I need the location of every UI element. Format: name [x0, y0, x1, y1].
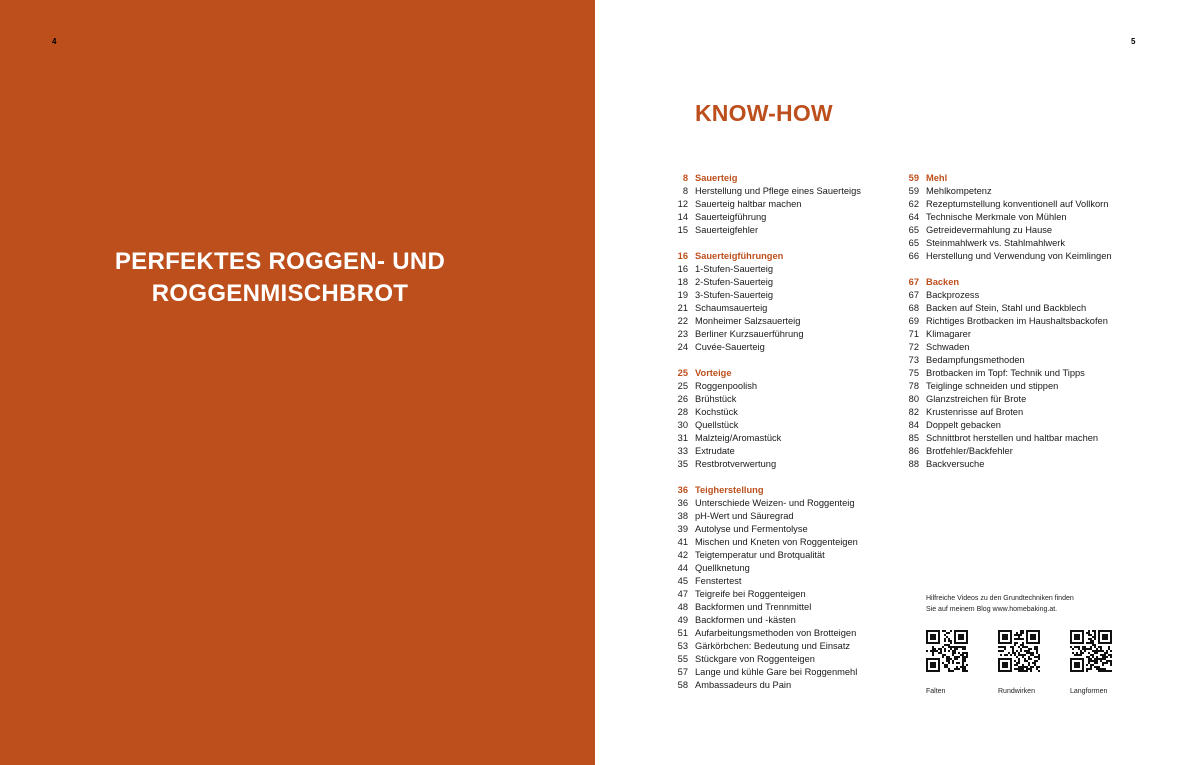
toc-entry [665, 341, 900, 354]
qr-caption-line-2: Sie auf meinem Blog www.homebaking.at. [926, 606, 1058, 613]
toc-entry [896, 406, 1146, 419]
toc-title: Roggenpoolish [695, 381, 758, 391]
toc-page-number: 75 [908, 368, 919, 378]
toc-title: Autolyse und Fermentolyse [695, 524, 808, 534]
toc-page-number: 22 [677, 316, 688, 326]
toc-title: Sauerteig [695, 173, 738, 183]
toc-entry [665, 523, 900, 536]
toc-title: 2-Stufen-Sauerteig [695, 277, 774, 287]
toc-entry [896, 185, 1146, 198]
toc-title: Mehlkompetenz [926, 186, 992, 196]
toc-page-number: 57 [677, 667, 688, 677]
toc-group [665, 484, 900, 692]
toc-title: Schnittbrot herstellen und haltbar machen [926, 433, 1099, 443]
toc-page-number: 23 [677, 329, 688, 339]
toc-page-number: 68 [908, 303, 919, 313]
qr-label: Rundwirken [998, 688, 1035, 695]
qr-label: Falten [926, 688, 946, 695]
toc-entry [896, 380, 1146, 393]
toc-entry [896, 367, 1146, 380]
toc-entry [896, 315, 1146, 328]
toc-group [665, 172, 900, 237]
toc-entry [665, 445, 900, 458]
toc-page-number: 84 [908, 420, 919, 430]
toc-group [665, 250, 900, 354]
toc-title: Herstellung und Pflege eines Sauerteigs [695, 186, 861, 196]
toc-entry [896, 354, 1146, 367]
toc-page-number: 16 [677, 264, 688, 274]
toc-page-number: 64 [908, 212, 919, 222]
toc-entry [896, 237, 1146, 250]
toc-page-number: 19 [677, 290, 688, 300]
toc-page-number: 24 [677, 342, 688, 352]
toc-page-number: 62 [908, 199, 919, 209]
toc-entry [896, 224, 1146, 237]
toc-title: Fenstertest [695, 576, 742, 586]
toc-title: Mehl [926, 173, 948, 183]
toc-entry [896, 211, 1146, 224]
toc-page-number: 42 [677, 550, 688, 560]
toc-entry [665, 588, 900, 601]
toc-page-number: 8 [682, 186, 688, 196]
toc-title: Getreidevermahlung zu Hause [926, 225, 1053, 235]
toc-title: Technische Merkmale von Mühlen [926, 212, 1067, 222]
toc-title: Brühstück [695, 394, 737, 404]
qr-code-icon [926, 630, 968, 672]
chapter-title [0, 246, 560, 310]
toc-page-number: 30 [677, 420, 688, 430]
toc-entry [896, 393, 1146, 406]
toc-title: Quellstück [695, 420, 739, 430]
toc-entry [896, 445, 1146, 458]
toc-entry [665, 276, 900, 289]
toc-title: Sauerteigführungen [695, 251, 784, 261]
toc-page-number: 45 [677, 576, 688, 586]
toc-entry [665, 224, 900, 237]
toc-group-heading [896, 276, 1146, 289]
toc-page-number: 25 [677, 381, 688, 391]
toc-group-heading [665, 250, 900, 263]
toc-title: Restbrotverwertung [695, 459, 777, 469]
toc-title: Backformen und Trennmittel [695, 602, 812, 612]
toc-entry [665, 614, 900, 627]
page-number-right: 5 [1131, 37, 1136, 46]
toc-page-number: 66 [908, 251, 919, 261]
toc-entry [896, 302, 1146, 315]
toc-entry [896, 328, 1146, 341]
toc-page-number: 49 [677, 615, 688, 625]
toc-entry [665, 536, 900, 549]
toc-title: Herstellung und Verwendung von Keimlingen [926, 251, 1112, 261]
toc-page-number: 33 [677, 446, 688, 456]
toc-page-number: 16 [677, 251, 688, 261]
toc-entry [665, 263, 900, 276]
toc-title: Krustenrisse auf Broten [926, 407, 1024, 417]
toc-title: Lange und kühle Gare bei Roggenmehl [695, 667, 858, 677]
toc-entry [665, 627, 900, 640]
toc-entry [896, 432, 1146, 445]
toc-title: Extrudate [695, 446, 735, 456]
toc-entry [665, 432, 900, 445]
toc-title: Glanzstreichen für Brote [926, 394, 1027, 404]
toc-entry [665, 419, 900, 432]
qr-label: Langformen [1070, 688, 1108, 695]
toc-entry [665, 328, 900, 341]
toc-title: Backen auf Stein, Stahl und Backblech [926, 303, 1087, 313]
toc-title: Backversuche [926, 459, 985, 469]
toc-title: Backprozess [926, 290, 980, 300]
toc-title: Brotbacken im Topf: Technik und Tipps [926, 368, 1085, 378]
toc-entry [896, 458, 1146, 471]
toc-page-number: 36 [677, 498, 688, 508]
toc-entry [896, 289, 1146, 302]
toc-title: Teiglinge schneiden und stippen [926, 381, 1059, 391]
left-page [0, 0, 595, 765]
toc-page-number: 8 [682, 173, 688, 183]
toc-entry [665, 289, 900, 302]
chapter-title-line-2: ROGGENMISCHBROT [151, 280, 409, 307]
toc-entry [665, 666, 900, 679]
toc-title: Rezeptumstellung konventionell auf Vollkorn [926, 199, 1109, 209]
toc-column-1 [665, 172, 900, 705]
toc-entry [665, 575, 900, 588]
toc-page-number: 25 [677, 368, 688, 378]
toc-title: pH-Wert und Säuregrad [695, 511, 794, 521]
qr-code-falten[interactable] [926, 630, 986, 695]
toc-title: Stückgare von Roggenteigen [695, 654, 815, 664]
toc-group [896, 276, 1146, 471]
toc-page-number: 72 [908, 342, 919, 352]
toc-entry [665, 302, 900, 315]
toc-page-number: 80 [908, 394, 919, 404]
toc-entry [665, 601, 900, 614]
toc-page-number: 44 [677, 563, 688, 573]
toc-title: Malzteig/Aromastück [695, 433, 782, 443]
toc-title: Backformen und -kästen [695, 615, 796, 625]
toc-entry [896, 341, 1146, 354]
toc-page-number: 35 [677, 459, 688, 469]
toc-title: Steinmahlwerk vs. Stahlmahlwerk [926, 238, 1065, 248]
toc-title: Schaumsauerteig [695, 303, 768, 313]
toc-entry [665, 380, 900, 393]
toc-title: 1-Stufen-Sauerteig [695, 264, 774, 274]
toc-title: Bedampfungsmethoden [926, 355, 1025, 365]
toc-title: Doppelt gebacken [926, 420, 1001, 430]
toc-page-number: 14 [677, 212, 688, 222]
toc-title: Sauerteigführung [695, 212, 767, 222]
toc-page-number: 69 [908, 316, 919, 326]
toc-group-heading [665, 484, 900, 497]
qr-caption-line-1: Hilfreiche Videos zu den Grundtechniken finden [926, 595, 1074, 602]
toc-page-number: 21 [677, 303, 688, 313]
toc-entry [896, 419, 1146, 432]
toc-page-number: 41 [677, 537, 688, 547]
toc-page-number: 38 [677, 511, 688, 521]
toc-title: Ambassadeurs du Pain [695, 680, 792, 690]
toc-title: Aufarbeitungsmethoden von Brotteigen [695, 628, 857, 638]
toc-group [665, 367, 900, 471]
toc-page-number: 48 [677, 602, 688, 612]
toc-title: Gärkörbchen: Bedeutung und Einsatz [695, 641, 851, 651]
toc-title: Teigherstellung [695, 485, 764, 495]
toc-title: Monheimer Salzsauerteig [695, 316, 801, 326]
toc-title: 3-Stufen-Sauerteig [695, 290, 774, 300]
toc-group-heading [896, 172, 1146, 185]
toc-entry [665, 653, 900, 666]
toc-title: Mischen und Kneten von Roggenteigen [695, 537, 858, 547]
toc-page-number: 82 [908, 407, 919, 417]
toc-group [896, 172, 1146, 263]
toc-page-number: 31 [677, 433, 688, 443]
qr-caption [926, 593, 1074, 615]
toc-entry [896, 250, 1146, 263]
toc-page-number: 86 [908, 446, 919, 456]
qr-code-icon [998, 630, 1040, 672]
toc-entry [665, 497, 900, 510]
toc-page-number: 65 [908, 238, 919, 248]
toc-title: Unterschiede Weizen- und Roggenteig [695, 498, 855, 508]
toc-page-number: 73 [908, 355, 919, 365]
toc-title: Berliner Kurzsauerführung [695, 329, 804, 339]
toc-page-number: 59 [908, 186, 919, 196]
toc-page-number: 39 [677, 524, 688, 534]
toc-page-number: 18 [677, 277, 688, 287]
qr-code-rundwirken[interactable] [998, 630, 1058, 695]
toc-column-2 [896, 172, 1146, 484]
toc-page-number: 88 [908, 459, 919, 469]
section-heading: KNOW-HOW [695, 100, 833, 126]
toc-page-number: 78 [908, 381, 919, 391]
toc-page-number: 55 [677, 654, 688, 664]
toc-entry [665, 510, 900, 523]
toc-entry [665, 198, 900, 211]
toc-title: Quellknetung [695, 563, 750, 573]
toc-title: Sauerteigfehler [695, 225, 759, 235]
toc-entry [665, 315, 900, 328]
toc-group-heading [665, 367, 900, 380]
toc-title: Brotfehler/Backfehler [926, 446, 1013, 456]
toc-page-number: 85 [908, 433, 919, 443]
toc-page-number: 53 [677, 641, 688, 651]
toc-page-number: 36 [677, 485, 688, 495]
toc-entry [665, 562, 900, 575]
toc-title: Kochstück [695, 407, 738, 417]
toc-page-number: 12 [677, 199, 688, 209]
toc-page-number: 59 [908, 173, 919, 183]
toc-page-number: 65 [908, 225, 919, 235]
toc-title: Backen [926, 277, 960, 287]
qr-code-icon [1070, 630, 1112, 672]
toc-title: Teigtemperatur und Brotqualität [695, 550, 825, 560]
toc-title: Klimagarer [926, 329, 971, 339]
toc-title: Teigreife bei Roggenteigen [695, 589, 806, 599]
toc-entry [665, 640, 900, 653]
toc-page-number: 71 [908, 329, 919, 339]
toc-entry [665, 549, 900, 562]
toc-title: Vorteige [695, 368, 732, 378]
toc-page-number: 26 [677, 394, 688, 404]
toc-title: Schwaden [926, 342, 970, 352]
toc-entry [665, 211, 900, 224]
toc-title: Sauerteig haltbar machen [695, 199, 802, 209]
toc-entry [665, 679, 900, 692]
toc-page-number: 51 [677, 628, 688, 638]
toc-entry [665, 458, 900, 471]
toc-title: Richtiges Brotbacken im Haushaltsbackofen [926, 316, 1108, 326]
toc-entry [665, 393, 900, 406]
toc-entry [896, 198, 1146, 211]
toc-page-number: 67 [908, 277, 919, 287]
toc-page-number: 47 [677, 589, 688, 599]
toc-page-number: 28 [677, 407, 688, 417]
toc-page-number: 67 [908, 290, 919, 300]
toc-entry [665, 185, 900, 198]
qr-code-langformen[interactable] [1070, 630, 1130, 695]
toc-page-number: 58 [677, 680, 688, 690]
toc-title: Cuvée-Sauerteig [695, 342, 765, 352]
toc-page-number: 15 [677, 225, 688, 235]
toc-entry [665, 406, 900, 419]
toc-group-heading [665, 172, 900, 185]
chapter-title-line-1: PERFEKTES ROGGEN- UND [114, 248, 446, 275]
page-number-left: 4 [52, 37, 57, 46]
